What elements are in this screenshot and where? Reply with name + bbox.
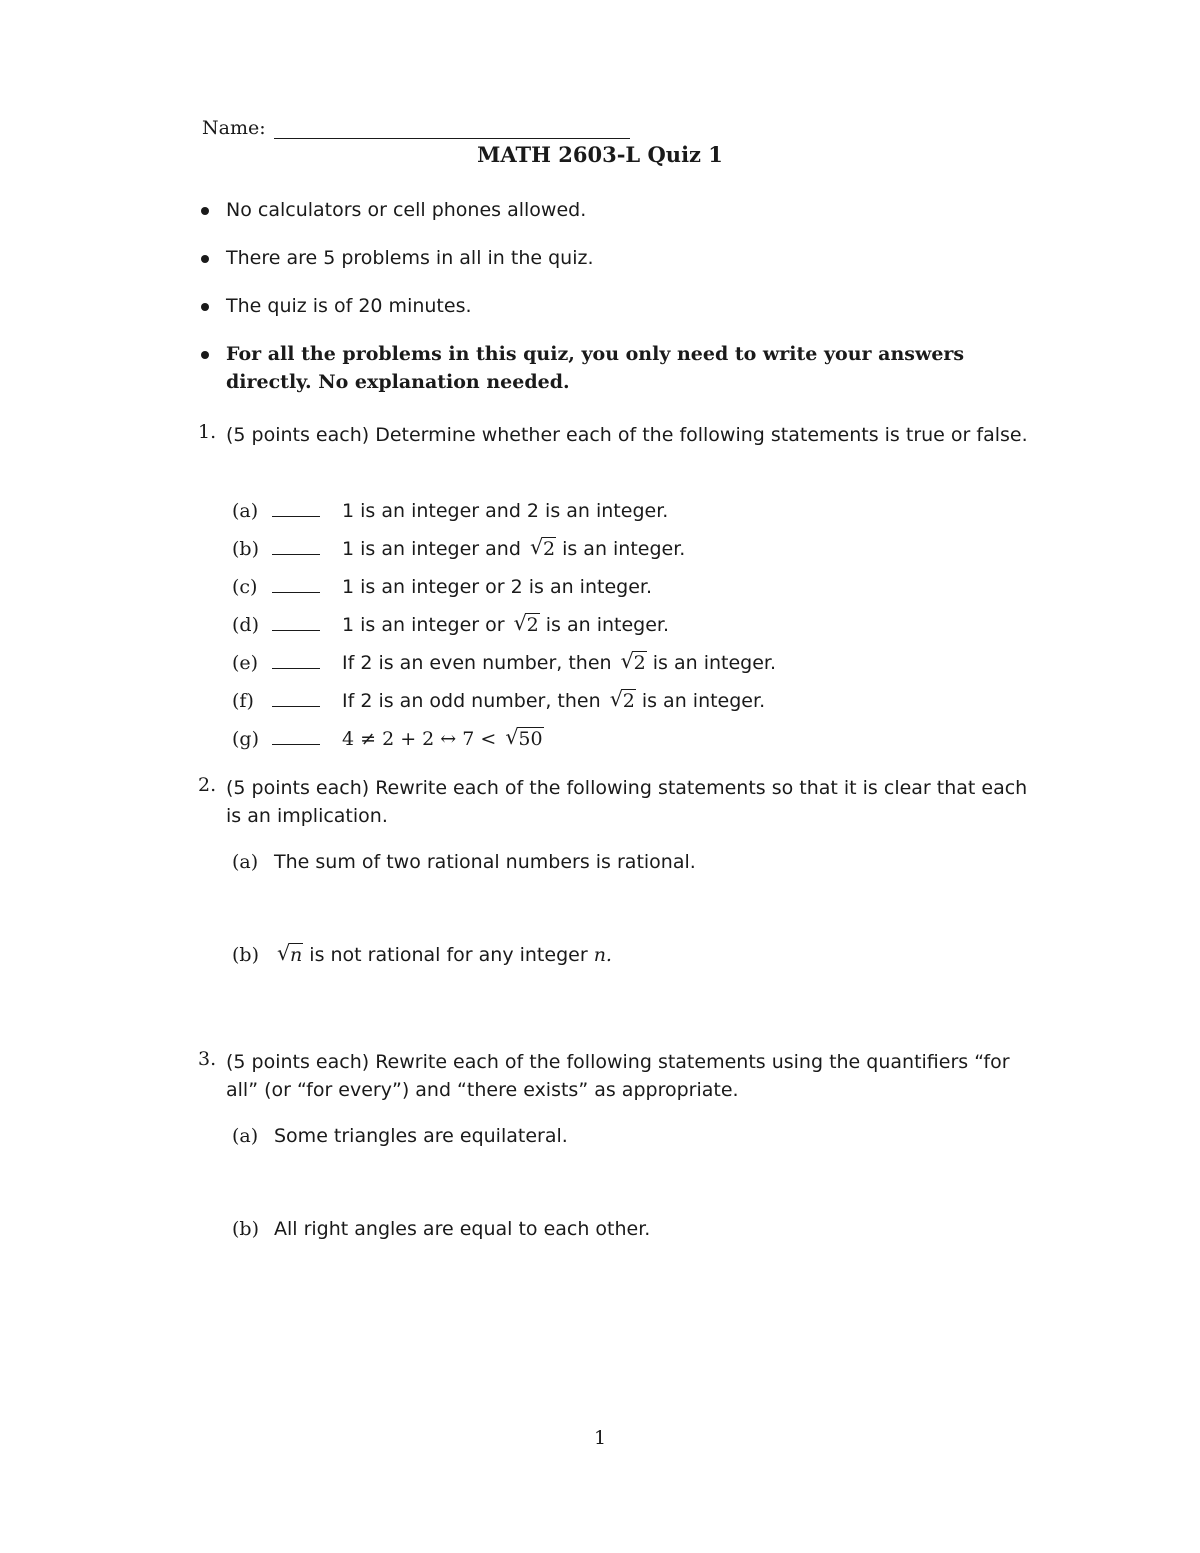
answer-blank[interactable] [272,498,320,517]
instruction-item-bold: For all the problems in this quiz, you only need to write your answers directly. No explanation needed. [198,340,1038,396]
tf-item: (g) 4 ≠ 2 + 2 ↔ 7 < √ 50 [232,725,543,750]
subproblem-2a: (a) The sum of two rational numbers is rational. [232,851,696,873]
square-root: √ 2 [529,535,556,560]
answer-blank[interactable] [272,688,320,707]
subproblem-3b: (b) All right angles are equal to each other. [232,1218,651,1240]
square-root: √ n [277,941,303,966]
bullet-icon [201,255,209,263]
instructions-list [198,196,1038,416]
subproblem-2b: (b) √ n is not rational for any integer n. [232,941,612,966]
problem-stem: (5 points each) Determine whether each of the following statements is true or false. [226,424,1028,446]
instruction-item: No calculators or cell phones allowed. [198,196,1038,224]
bullet-icon [201,207,209,215]
problem-1 [198,421,1038,449]
answer-blank[interactable] [272,650,320,669]
bullet-icon [201,303,209,311]
answer-blank[interactable] [272,726,320,745]
answer-blank[interactable] [272,536,320,555]
problem-2 [198,774,1038,830]
bullet-icon [201,351,209,359]
tf-item: (b) 1 is an integer and √ 2 is an integer. [232,535,686,560]
name-blank[interactable] [274,114,630,139]
square-root: √ 2 [609,687,635,712]
tf-item: (c) 1 is an integer or 2 is an integer. [232,576,652,598]
tf-item: (d) 1 is an integer or √ 2 is an integer. [232,611,670,636]
problem-stem: (5 points each) Rewrite each of the following statements using the quantifiers “for all” (or “for every”) and “there exists” as appropriate. [226,1051,1010,1101]
problem-stem: (5 points each) Rewrite each of the following statements so that it is clear that each is an implication. [226,777,1028,827]
tf-item: (f) If 2 is an odd number, then √ 2 is an integer. [232,687,766,712]
problem-3 [198,1048,1038,1104]
name-label: Name: [202,117,266,139]
subproblem-3a: (a) Some triangles are equilateral. [232,1125,568,1147]
instruction-item: The quiz is of 20 minutes. [198,292,1038,320]
problem-number: 3. [198,1048,217,1070]
answer-blank[interactable] [272,612,320,631]
name-row [202,114,630,139]
square-root: √ 50 [505,725,543,750]
problem-number: 1. [198,421,217,443]
quiz-title: MATH 2603-L Quiz 1 [477,142,723,167]
tf-item: (e) If 2 is an even number, then √ 2 is an integer. [232,649,777,674]
instruction-item: There are 5 problems in all in the quiz. [198,244,1038,272]
answer-blank[interactable] [272,574,320,593]
square-root: √ 2 [513,611,539,636]
tf-item: (a) 1 is an integer and 2 is an integer. [232,500,669,522]
problem-number: 2. [198,774,217,796]
square-root: √ 2 [620,649,646,674]
page-number: 1 [593,1427,607,1449]
